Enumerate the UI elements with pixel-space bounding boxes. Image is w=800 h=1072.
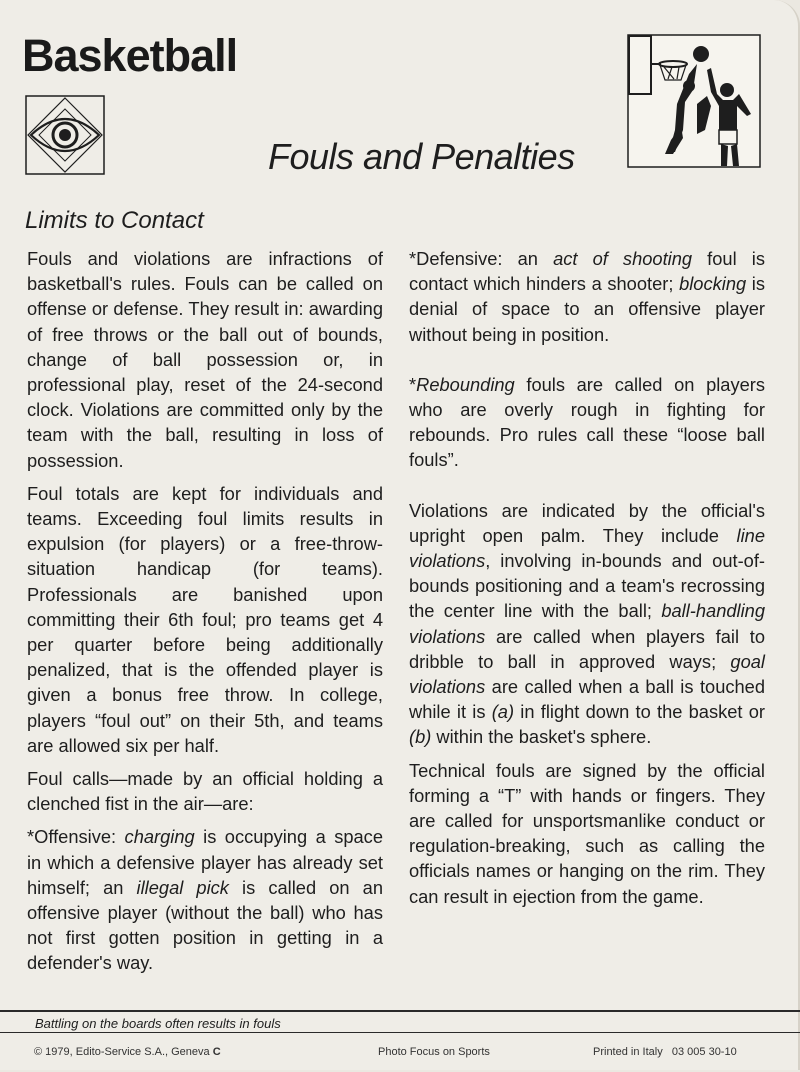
body-paragraph [409, 758, 765, 909]
paragraph-text: foul is contact which hinders a shooter; [409, 248, 765, 295]
footer-rule-bottom [0, 1032, 800, 1033]
paragraph-text: is denial of space to an offensive player without being in position. [409, 273, 765, 345]
eye-icon [25, 95, 105, 175]
paragraph-text: *Offensive: [27, 826, 125, 848]
paragraph-text: are called when a ball is touched while it is [409, 676, 765, 723]
section-heading: Limits to Contact [25, 207, 204, 234]
paragraph-text: * [409, 373, 417, 395]
paragraph-text: Technical fouls are signed by the official forming a “T” with hands or fingers. They are called for unsportsmanlike conduct or regulation-breaking, such as calling the officials names or hanging on the rim. They can result in ejection from the game. [409, 759, 765, 907]
emphasis-text: Rebounding [416, 373, 515, 395]
paragraph-text: within the basket's sphere. [431, 726, 652, 748]
paragraph-text: Violations are indicated by the official's upright open palm. They include [409, 499, 765, 546]
paragraph-text: Foul totals are kept for individuals and teams. Exceeding foul limits results in expulsion (for players) or a free-throw-situation handicap (for teams). Professionals are banished upon committing their 6th foul; pro teams get 4 per quarter before being additionally penalized, that is the offended player is given a bonus free throw. In college, players “foul out” on their 5th, and teams are allowed six per half. [27, 482, 383, 756]
body-paragraph [409, 372, 765, 473]
right-column [409, 246, 765, 917]
emphasis-text: (a) [491, 701, 515, 723]
body-paragraph [27, 481, 383, 758]
paragraph-text: *Defensive: an [409, 248, 554, 269]
body-paragraph [409, 246, 765, 347]
paragraph-text: fouls are called on players who are overly rough in fighting for rebounds. Pro rules call these “loose ball fouls”. [409, 373, 765, 471]
emphasis-text: blocking [679, 273, 747, 295]
paragraph-text: Foul calls—made by an official holding a clenched fist in the air—are: [27, 768, 383, 815]
print-info: Printed in Italy 03 005 30-10 [593, 1046, 737, 1058]
paragraph-text: is occupying a space in which a defensive player has already set himself; an [27, 826, 383, 898]
series-mark: C [212, 1046, 221, 1058]
body-paragraph [409, 498, 765, 750]
emphasis-text: (b) [409, 726, 432, 748]
paragraph-text: are called when players fail to dribble to ball in approved ways; [409, 625, 765, 672]
emphasis-text: goal violations [409, 650, 765, 698]
copyright-text: © 1979, Edito-Service S.A., Geneva [34, 1046, 210, 1058]
paragraph-text: Fouls and violations are infractions of basketball's rules. Fouls can be called on offense or defense. They result in: awarding of free throws or the ball out of bounds, change of ball possession or, in professional play, reset of the 24-second clock. Violations are committed only by the team with the ball, resulting in loss of possession. [27, 248, 383, 471]
copyright [34, 1046, 221, 1058]
emphasis-text: act of shooting [553, 248, 693, 269]
body-paragraph [27, 824, 383, 975]
basketball-players-icon [627, 34, 761, 168]
emphasis-text: line violations [409, 524, 765, 572]
body-paragraph [27, 766, 383, 816]
page-title: Fouls and Penalties [268, 136, 575, 177]
photo-credit: Photo Focus on Sports [378, 1046, 490, 1058]
footer-rule-top [0, 1010, 800, 1012]
paragraph-text: is called on an offensive player (without the ball) who has not first gotten position in getting in a defender's way. [27, 876, 383, 974]
body-paragraph [27, 246, 383, 473]
photo-caption: Battling on the boards often results in fouls [35, 1016, 281, 1031]
brand-title: Basketball [22, 30, 238, 81]
emphasis-text: ball-handling violations [409, 600, 765, 647]
emphasis-text: charging [124, 826, 195, 848]
emphasis-text: illegal pick [136, 876, 229, 898]
paragraph-text: in flight down to the basket or [514, 701, 765, 723]
left-column [27, 246, 383, 984]
paragraph-text: , involving in-bounds and out-of-bounds positioning and a team's recrossing the center line with the ball; [409, 550, 765, 622]
